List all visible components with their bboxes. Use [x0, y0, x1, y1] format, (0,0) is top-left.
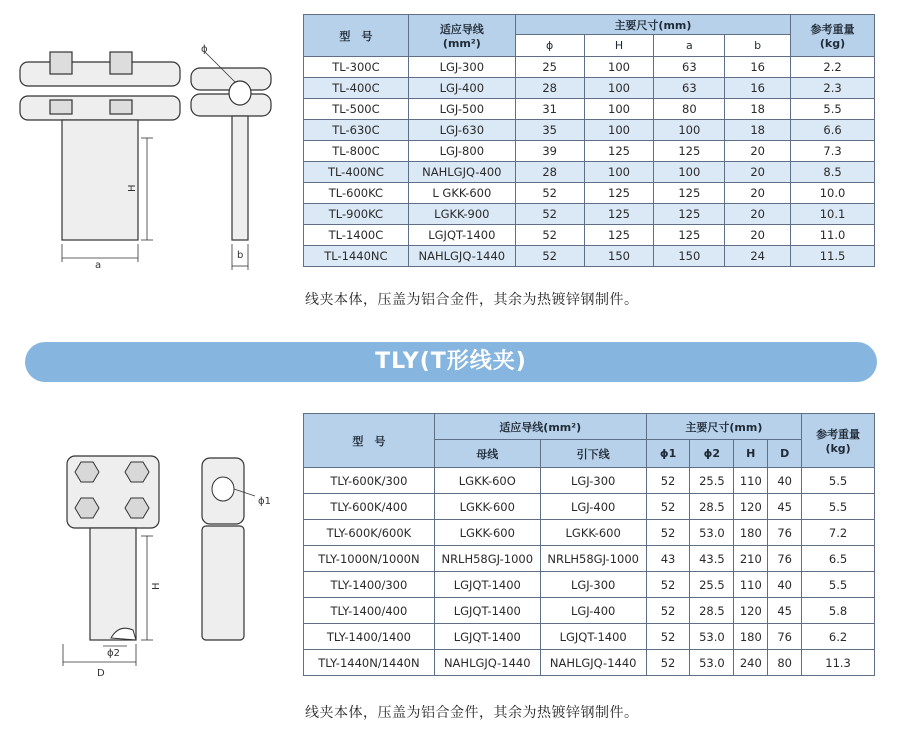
tl-table-row [304, 162, 875, 183]
tl-table-cell: 125 [654, 204, 725, 225]
tl-table-cell: 2.3 [791, 78, 875, 99]
tl-table-cell: 125 [654, 183, 725, 204]
tly-table-row [304, 572, 875, 598]
tl-subheader: b [725, 35, 791, 57]
tly-table-cell: 180 [734, 520, 768, 546]
tly-table-cell: LGJQT-1400 [540, 624, 646, 650]
tl-table-cell: 10.0 [791, 183, 875, 204]
tl-header-model: 型 号 [304, 15, 409, 57]
tl-table-cell: 52 [515, 246, 584, 267]
tly-table-cell: TLY-1400/1400 [304, 624, 435, 650]
tl-table-cell: TL-900KC [304, 204, 409, 225]
tl-table-row [304, 120, 875, 141]
tly-table-row [304, 624, 875, 650]
tl-dim-phi-label: ϕ [201, 44, 208, 55]
tly-table-cell: 40 [768, 572, 802, 598]
tly-table-cell: 53.0 [690, 650, 734, 676]
tly-table-cell: 52 [646, 468, 690, 494]
tl-table-cell: 125 [584, 141, 654, 162]
tl-spec-table [303, 14, 875, 267]
tl-table-cell: NAHLGJQ-1440 [408, 246, 515, 267]
tly-table-cell: TLY-600K/300 [304, 468, 435, 494]
tly-table-cell: TLY-1400/400 [304, 598, 435, 624]
tly-table-cell: 45 [768, 598, 802, 624]
tly-table-cell: 76 [768, 520, 802, 546]
tly-table-cell: LGJ-300 [540, 468, 646, 494]
tl-table-cell: 18 [725, 120, 791, 141]
tl-table-cell: LGJQT-1400 [408, 225, 515, 246]
tl-clamp-drawing [15, 40, 285, 280]
tl-table-cell: TL-300C [304, 57, 409, 78]
tly-table-cell: 25.5 [690, 468, 734, 494]
tly-table-cell: 6.2 [802, 624, 875, 650]
tl-table-cell: 6.6 [791, 120, 875, 141]
tl-table-cell: 16 [725, 78, 791, 99]
tl-subheader: a [654, 35, 725, 57]
tl-table-cell: 28 [515, 162, 584, 183]
tly-table-cell: 6.5 [802, 546, 875, 572]
tly-table-cell: TLY-1440N/1440N [304, 650, 435, 676]
tl-table-cell: TL-1400C [304, 225, 409, 246]
tly-table-cell: 52 [646, 494, 690, 520]
tl-header-weight-text: 参考重量 [810, 23, 855, 36]
tly-dim-h-label: H [151, 582, 162, 590]
tl-note: 线夹本体，压盖为铝合金件，其余为热镀锌钢制件。 [305, 292, 639, 308]
tly-table-row [304, 468, 875, 494]
tl-table-cell: 20 [725, 141, 791, 162]
tly-table-cell: 240 [734, 650, 768, 676]
tl-table-cell: 11.0 [791, 225, 875, 246]
tl-table-cell: TL-800C [304, 141, 409, 162]
tl-table-cell: NAHLGJQ-400 [408, 162, 515, 183]
tly-table-cell: LGJQT-1400 [434, 624, 540, 650]
tly-table-cell: 52 [646, 598, 690, 624]
tl-table-cell: 125 [584, 204, 654, 225]
tl-table-cell: 20 [725, 183, 791, 204]
tl-table-cell: 10.1 [791, 204, 875, 225]
tl-table-row [304, 78, 875, 99]
tly-section-banner: TLY(T形线夹) [25, 342, 877, 382]
tly-table-cell: 76 [768, 624, 802, 650]
tly-table-cell: NAHLGJQ-1440 [434, 650, 540, 676]
tly-table-cell: LGKK-600 [434, 520, 540, 546]
tl-table-cell: 20 [725, 162, 791, 183]
tly-dim-phi1-label: ϕ1 [258, 496, 271, 507]
tl-table-cell: 100 [584, 162, 654, 183]
tl-table-cell: 150 [654, 246, 725, 267]
tl-table-cell: 20 [725, 204, 791, 225]
tl-table-cell: 39 [515, 141, 584, 162]
tl-table-cell: 24 [725, 246, 791, 267]
tl-table-cell: 100 [654, 120, 725, 141]
tly-table-cell: LGJ-300 [540, 572, 646, 598]
tl-dim-h-label: H [127, 184, 138, 192]
tl-table-row [304, 204, 875, 225]
tl-table-cell: 18 [725, 99, 791, 120]
tly-subheader: ϕ1 [646, 440, 690, 468]
tl-table-row [304, 141, 875, 162]
tl-header-conductor-unit: (mm²) [442, 37, 481, 50]
tly-table-cell: 52 [646, 650, 690, 676]
tl-header-dims: 主要尺寸(mm) [515, 15, 790, 35]
tly-table-cell: LGJQT-1400 [434, 598, 540, 624]
tly-header-conductor: 适应导线(mm²) [434, 414, 646, 440]
tly-table-cell: 28.5 [690, 494, 734, 520]
tly-table-row [304, 546, 875, 572]
tl-table-row [304, 57, 875, 78]
tly-spec-table [303, 413, 875, 676]
tly-table-cell: 45 [768, 494, 802, 520]
tly-table-row [304, 598, 875, 624]
tl-table-row [304, 225, 875, 246]
tly-table-cell: 43.5 [690, 546, 734, 572]
tl-table-cell: LGJ-400 [408, 78, 515, 99]
tl-header-weight-unit: (kg) [819, 37, 846, 50]
tl-table-cell: L GKK-600 [408, 183, 515, 204]
tl-table-cell: 100 [584, 120, 654, 141]
tly-table-cell: LGJQT-1400 [434, 572, 540, 598]
tly-table-cell: 7.2 [802, 520, 875, 546]
tly-table-cell: 180 [734, 624, 768, 650]
tl-header-weight [791, 15, 875, 57]
tly-header-dims: 主要尺寸(mm) [646, 414, 802, 440]
tly-header-weight-unit: (kg) [825, 442, 851, 455]
tly-table-cell: 5.5 [802, 572, 875, 598]
tly-table-cell: 52 [646, 572, 690, 598]
tly-table-cell: LGKK-600 [540, 520, 646, 546]
tly-table-cell: 28.5 [690, 598, 734, 624]
tl-table-cell: 31 [515, 99, 584, 120]
tly-subheader: ϕ2 [690, 440, 734, 468]
tly-subheader: D [768, 440, 802, 468]
tly-table-cell: TLY-1400/300 [304, 572, 435, 598]
tly-table-cell: NRLH58GJ-1000 [434, 546, 540, 572]
tly-header-model: 型 号 [304, 414, 435, 468]
tl-table-cell: 20 [725, 225, 791, 246]
tly-table-cell: 52 [646, 520, 690, 546]
tl-table-cell: TL-630C [304, 120, 409, 141]
tl-table-cell: TL-600KC [304, 183, 409, 204]
tl-table-cell: 63 [654, 78, 725, 99]
tly-table-cell: 53.0 [690, 624, 734, 650]
tl-table-cell: LGJ-300 [408, 57, 515, 78]
tl-header-conductor-text: 适应导线 [439, 23, 484, 36]
tl-table-cell: LGJ-630 [408, 120, 515, 141]
tly-header-main-line: 母线 [434, 440, 540, 468]
tl-table-cell: 100 [654, 162, 725, 183]
tl-dim-b-label: b [237, 250, 244, 261]
tly-header-weight [802, 414, 875, 468]
tly-table-cell: 120 [734, 598, 768, 624]
tly-clamp-drawing [55, 450, 295, 690]
tl-table-cell: 2.2 [791, 57, 875, 78]
tl-table-cell: 25 [515, 57, 584, 78]
tly-table-cell: NAHLGJQ-1440 [540, 650, 646, 676]
tl-subheader: H [584, 35, 654, 57]
tl-table-row [304, 183, 875, 204]
tly-table-cell: 11.3 [802, 650, 875, 676]
tly-table-cell: LGKK-60O [434, 468, 540, 494]
tl-table-row [304, 99, 875, 120]
tl-dim-a-label: a [95, 260, 102, 271]
tl-table-cell: 16 [725, 57, 791, 78]
tl-table-cell: 52 [515, 183, 584, 204]
tly-subheader: H [734, 440, 768, 468]
tly-table-cell: TLY-600K/400 [304, 494, 435, 520]
tly-table-cell: 76 [768, 546, 802, 572]
tly-table-cell: LGJ-400 [540, 598, 646, 624]
tly-table-cell: 53.0 [690, 520, 734, 546]
tl-table-cell: 125 [654, 225, 725, 246]
tly-dim-phi2-label: ϕ2 [107, 648, 120, 659]
tl-table-cell: TL-400NC [304, 162, 409, 183]
tl-table-cell: 52 [515, 225, 584, 246]
tl-table-cell: 125 [584, 183, 654, 204]
tl-table-body [304, 57, 875, 267]
tl-table-cell: TL-1440NC [304, 246, 409, 267]
tl-table-cell: 100 [584, 99, 654, 120]
tly-table-cell: TLY-600K/600K [304, 520, 435, 546]
tly-table-body [304, 468, 875, 676]
tl-table-cell: 125 [584, 225, 654, 246]
tl-table-cell: 63 [654, 57, 725, 78]
tl-table-cell: 8.5 [791, 162, 875, 183]
tly-table-row [304, 520, 875, 546]
tl-table-row [304, 246, 875, 267]
tl-table-cell: 11.5 [791, 246, 875, 267]
tly-note: 线夹本体，压盖为铝合金件，其余为热镀锌钢制件。 [305, 705, 639, 721]
tl-table-cell: 125 [654, 141, 725, 162]
tly-table-cell: 5.5 [802, 494, 875, 520]
tly-table-cell: 210 [734, 546, 768, 572]
tly-table-cell: 40 [768, 468, 802, 494]
tly-dim-d-label: D [97, 668, 105, 679]
tl-header-conductor [408, 15, 515, 57]
tly-table-row [304, 494, 875, 520]
tly-table-cell: 5.5 [802, 468, 875, 494]
tly-table-cell: NRLH58GJ-1000 [540, 546, 646, 572]
tly-table-cell: 5.8 [802, 598, 875, 624]
tly-table-cell: 43 [646, 546, 690, 572]
tl-table-cell: TL-400C [304, 78, 409, 99]
tl-table-cell: 150 [584, 246, 654, 267]
tly-table-cell: 25.5 [690, 572, 734, 598]
tl-table-cell: 5.5 [791, 99, 875, 120]
tly-table-cell: 110 [734, 468, 768, 494]
tl-table-cell: 100 [584, 57, 654, 78]
tl-table-cell: 80 [654, 99, 725, 120]
tly-table-cell: 52 [646, 624, 690, 650]
tly-table-cell: 110 [734, 572, 768, 598]
tl-subheader: ϕ [515, 35, 584, 57]
tl-table-cell: 28 [515, 78, 584, 99]
tly-table-row [304, 650, 875, 676]
tly-header-down-line: 引下线 [540, 440, 646, 468]
tl-table-cell: 100 [584, 78, 654, 99]
tly-table-cell: LGJ-400 [540, 494, 646, 520]
tl-table-cell: LGJ-800 [408, 141, 515, 162]
tl-table-cell: LGJ-500 [408, 99, 515, 120]
tly-table-cell: TLY-1000N/1000N [304, 546, 435, 572]
tly-table-cell: LGKK-600 [434, 494, 540, 520]
tl-table-cell: 7.3 [791, 141, 875, 162]
tly-table-cell: 120 [734, 494, 768, 520]
tl-table-cell: 52 [515, 204, 584, 225]
tl-table-cell: LGKK-900 [408, 204, 515, 225]
tly-header-weight-text: 参考重量 [816, 428, 861, 441]
tl-table-cell: TL-500C [304, 99, 409, 120]
tl-table-cell: 35 [515, 120, 584, 141]
tly-table-cell: 80 [768, 650, 802, 676]
